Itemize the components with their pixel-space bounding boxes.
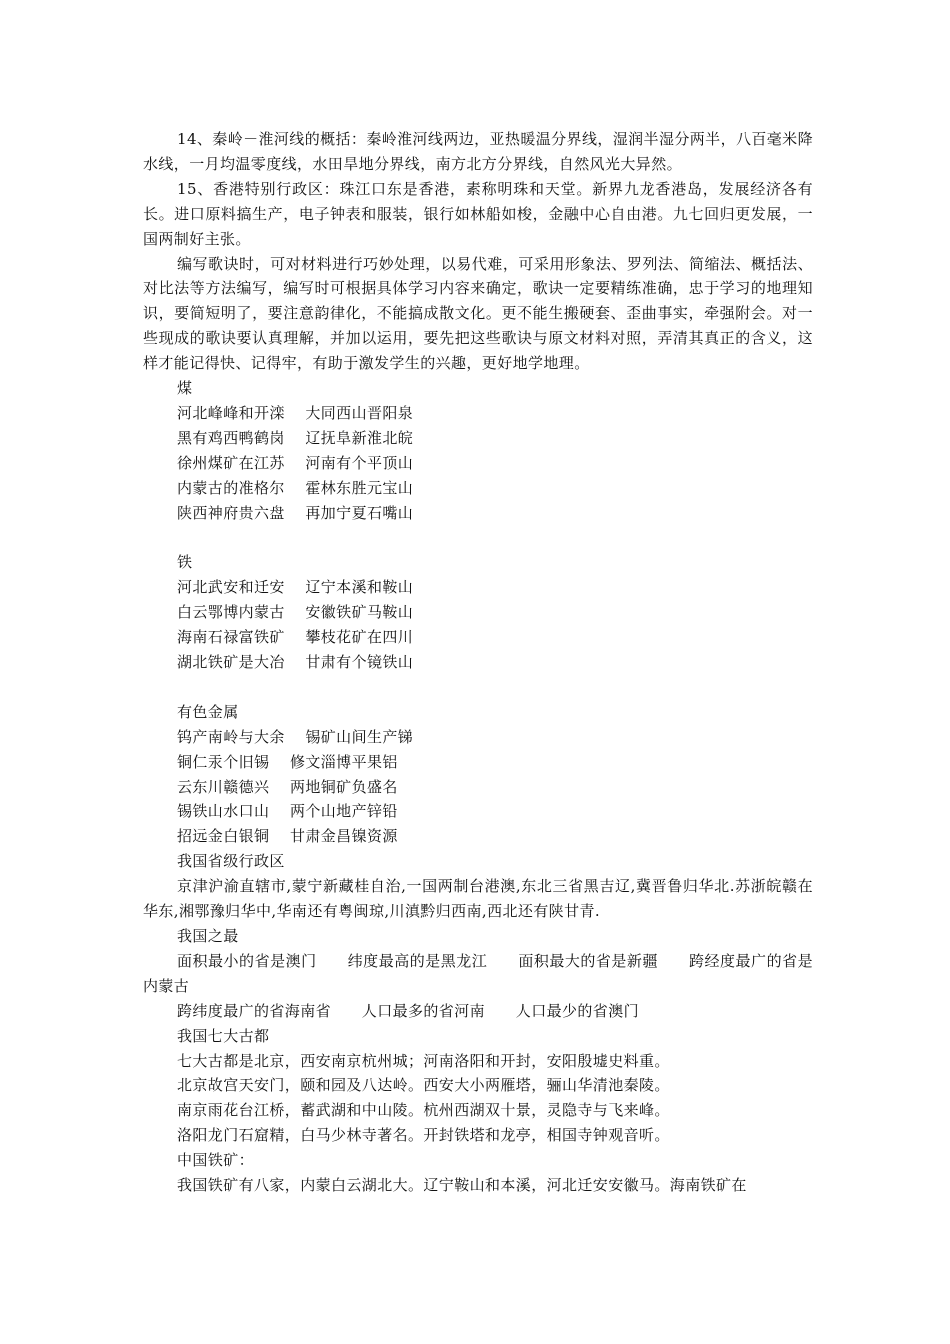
iron-line: 河北武安和迁安 辽宁本溪和鞍山 xyxy=(177,578,414,597)
nonferrous-line: 钨产南岭与大余 锡矿山间生产锑 xyxy=(177,727,414,746)
records-heading: 我国之最 xyxy=(177,926,239,945)
capitals-line: 南京雨花台江桥，蓄武湖和中山陵。杭州西湖双十景，灵隐寺与飞来峰。 xyxy=(177,1101,670,1120)
records-line: 跨纬度最广的省海南省 人口最多的省河南 人口最少的省澳门 xyxy=(177,1001,640,1020)
capitals-line: 洛阳龙门石窟精，白马少林寺著名。开封铁塔和龙亭，相国寺钟观音听。 xyxy=(177,1126,670,1145)
coal-line: 黑有鸡西鸭鹤岗 辽抚阜新淮北皖 xyxy=(177,428,414,447)
iron-mines-heading: 中国铁矿： xyxy=(177,1151,255,1170)
capitals-line: 七大古都是北京，西安南京杭州城；河南洛阳和开封，安阳殷墟史料重。 xyxy=(177,1051,670,1070)
coal-line: 徐州煤矿在江苏 河南有个平顶山 xyxy=(177,453,414,472)
iron-line: 湖北铁矿是大冶 甘肃有个镜铁山 xyxy=(177,653,414,672)
blank-line xyxy=(143,675,813,700)
nonferrous-heading: 有色金属 xyxy=(177,702,239,721)
paragraph-15: 15、香港特别行政区：珠江口东是香港，素称明珠和天堂。新界九龙香港岛，发展经济各有长。进口原料搞生产，电子钟表和服装，银行如林船如梭，金融中心自由港。九七回归更发展，一国两制好主张。 xyxy=(143,179,813,248)
nonferrous-line: 云东川赣德兴 两地铜矿负盛名 xyxy=(177,777,398,796)
iron-line: 白云鄂博内蒙古 安徽铁矿马鞍山 xyxy=(177,603,414,622)
iron-heading: 铁 xyxy=(177,553,193,572)
records-line: 面积最小的省是澳门 纬度最高的是黑龙江 面积最大的省是新疆 跨经度最广的省是内蒙古 xyxy=(143,951,813,995)
provinces-text: 京津沪渝直辖市,蒙宁新藏桂自治,一国两制台港澳,东北三省黑吉辽,冀晋鲁归华北.苏浙皖赣在华东,湘鄂豫归华中,华南还有粤闽琼,川滇黔归西南,西北还有陕甘青. xyxy=(143,877,813,921)
capitals-line: 北京故宫天安门，颐和园及八达岭。西安大小两雁塔，骊山华清池秦陵。 xyxy=(177,1076,670,1095)
provinces-heading: 我国省级行政区 xyxy=(177,852,285,871)
nonferrous-line: 招远金白银铜 甘肃金昌镍资源 xyxy=(177,827,398,846)
document-body xyxy=(143,127,813,1198)
coal-line: 陕西神府贵六盘 再加宁夏石嘴山 xyxy=(177,503,414,522)
coal-heading: 煤 xyxy=(177,379,193,398)
nonferrous-line: 铜仁汞个旧锡 修文淄博平果铝 xyxy=(177,752,398,771)
paragraph-method: 编写歌诀时，可对材料进行巧妙处理，以易代难，可采用形象法、罗列法、简缩法、概括法、对比法等方法编写，编写时可根据具体学习内容来确定，歌诀一定要精练准确，忠于学习的地理知识，要简短明了，要注意韵律化，不能搞成散文化。更不能生搬硬套、歪曲事实，牵强附会。对一些现成的歌诀要认真理解，并加以运用，要先把这些歌诀与原文材料对照，弄清其真正的含义，这样才能记得快、记得牢，有助于激发学生的兴趣，更好地学地理。 xyxy=(143,254,813,373)
paragraph-14: 14、秦岭－淮河线的概括：秦岭淮河线两边，亚热暖温分界线，湿润半湿分两半，八百毫米降水线，一月均温零度线，水田旱地分界线，南方北方分界线，自然风光大异然。 xyxy=(143,130,813,173)
iron-mines-text: 我国铁矿有八家，内蒙白云湖北大。辽宁鞍山和本溪，河北迁安安徽马。海南铁矿在 xyxy=(177,1176,747,1195)
capitals-heading: 我国七大古都 xyxy=(177,1026,270,1045)
blank-line xyxy=(143,526,813,551)
coal-line: 河北峰峰和开滦 大同西山晋阳泉 xyxy=(177,403,414,422)
coal-line: 内蒙古的准格尔 霍林东胜元宝山 xyxy=(177,478,414,497)
nonferrous-line: 锡铁山水口山 两个山地产锌铅 xyxy=(177,802,398,821)
iron-line: 海南石禄富铁矿 攀枝花矿在四川 xyxy=(177,628,414,647)
